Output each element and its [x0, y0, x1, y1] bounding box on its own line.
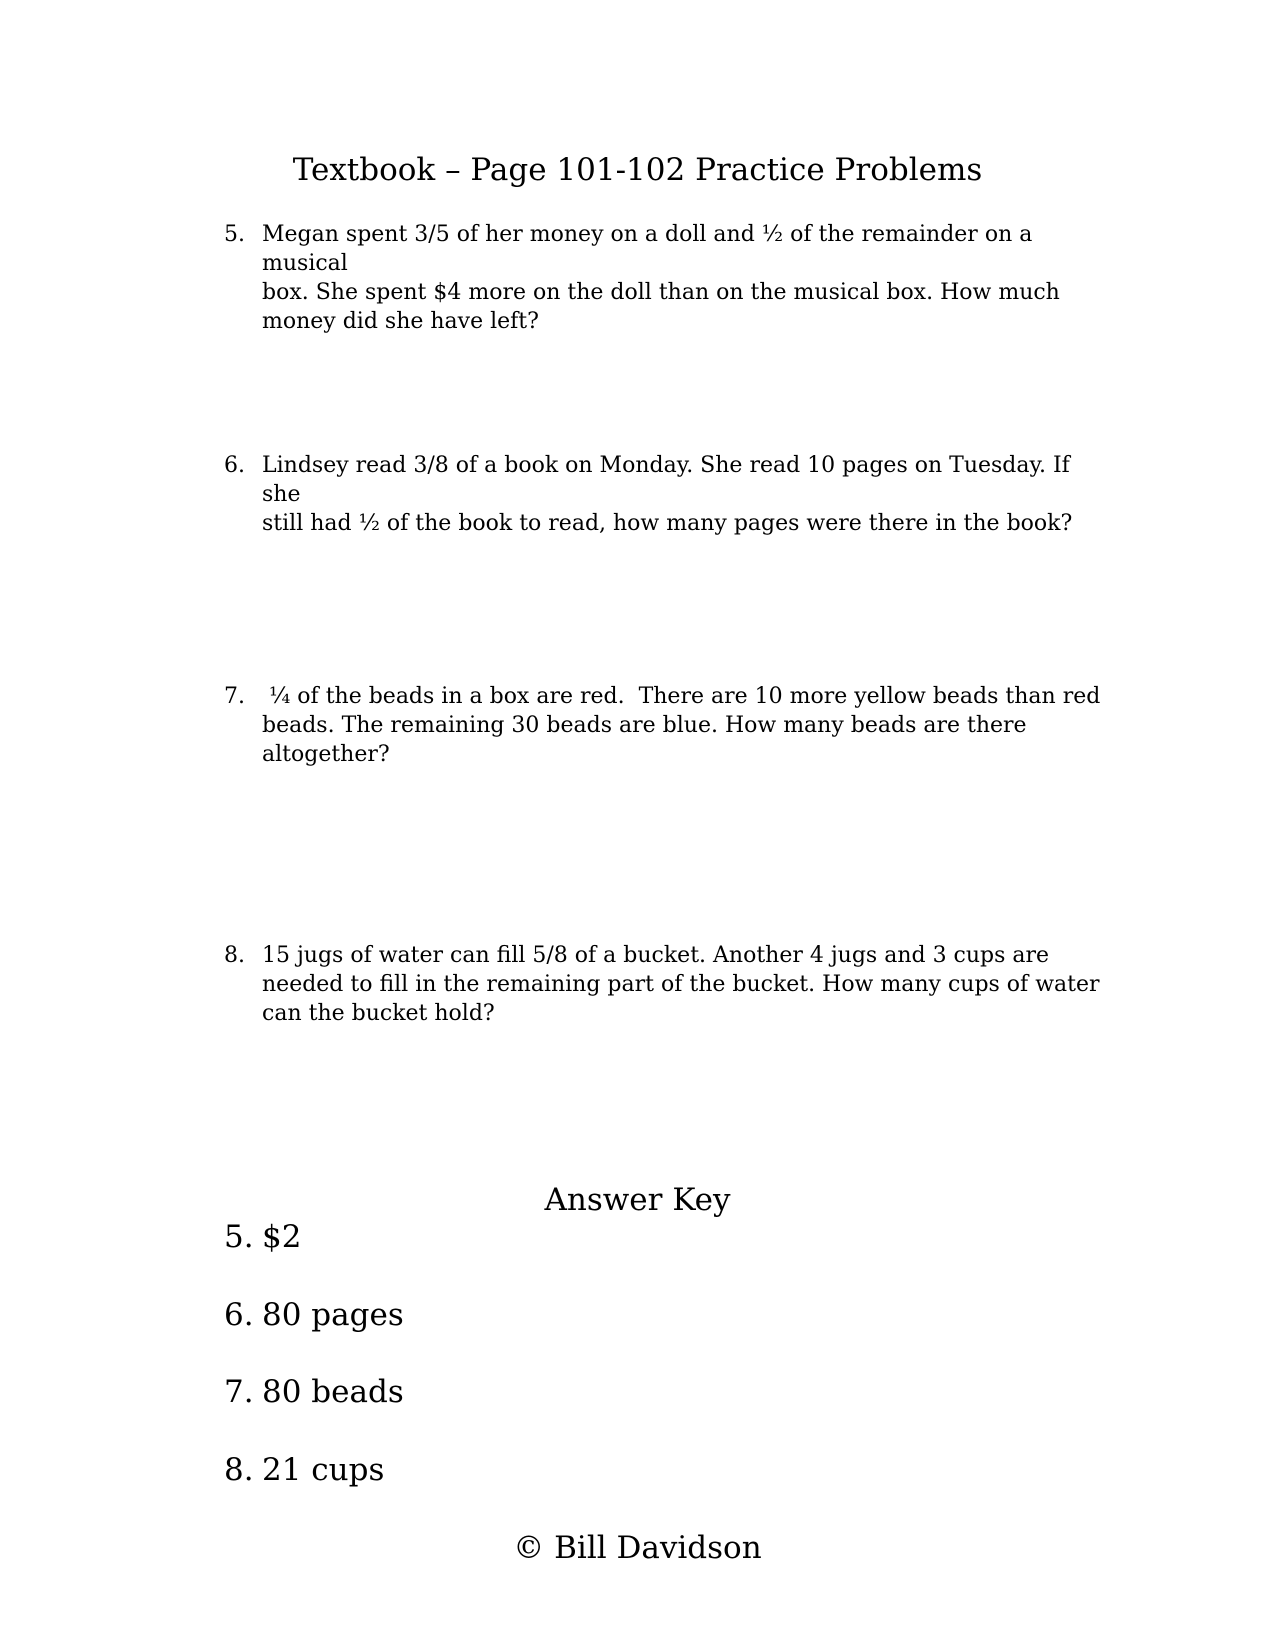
problem-text — [262, 220, 1104, 336]
answer-8 — [224, 1450, 384, 1490]
problem-6 — [224, 451, 1104, 538]
answer-key-title: Answer Key — [544, 1182, 731, 1218]
copyright-notice: © Bill Davidson — [513, 1530, 762, 1566]
answer-number: 8. — [224, 1452, 254, 1488]
problem-7 — [224, 682, 1104, 769]
page-title: Textbook – Page 101-102 Practice Problems — [292, 152, 983, 188]
answer-7 — [224, 1372, 404, 1412]
answer-number: 7. — [224, 1374, 254, 1410]
problem-8 — [224, 941, 1104, 1028]
answer-6 — [224, 1295, 404, 1335]
problem-line: money did she have left? — [262, 309, 539, 334]
problem-number: 7. — [224, 684, 245, 709]
answer-5 — [224, 1217, 301, 1257]
problem-line: beads. The remaining 30 beads are blue. How many beads are there — [262, 713, 1027, 738]
problem-line: Lindsey read 3/8 of a book on Monday. She read 10 pages on Tuesday. If she — [262, 453, 1070, 507]
problem-line: 15 jugs of water can fill 5/8 of a bucket. Another 4 jugs and 3 cups are — [262, 943, 1050, 968]
problem-text — [262, 682, 1104, 769]
answer-value: 80 pages — [262, 1297, 404, 1333]
problem-line: altogether? — [262, 742, 390, 767]
problem-number: 8. — [224, 943, 245, 968]
answer-value: $2 — [262, 1219, 302, 1255]
problem-line: needed to fill in the remaining part of the bucket. How many cups of water — [262, 972, 1100, 997]
answer-number: 5. — [224, 1219, 254, 1255]
problem-number: 5. — [224, 222, 245, 247]
problem-line: box. She spent $4 more on the doll than on the musical box. How much — [262, 280, 1060, 305]
problem-number: 6. — [224, 453, 245, 478]
answer-number: 6. — [224, 1297, 254, 1333]
problem-text — [262, 451, 1104, 538]
answer-value: 21 cups — [262, 1452, 385, 1488]
problem-text — [262, 941, 1104, 1028]
problem-5 — [224, 220, 1104, 336]
problem-line: still had ½ of the book to read, how many pages were there in the book? — [262, 511, 1073, 536]
answer-value: 80 beads — [262, 1374, 404, 1410]
problem-line: ¼ of the beads in a box are red. There are 10 more yellow beads than red — [262, 684, 1101, 709]
problem-line: Megan spent 3/5 of her money on a doll and ½ of the remainder on a musical — [262, 222, 1033, 276]
problem-line: can the bucket hold? — [262, 1001, 495, 1026]
